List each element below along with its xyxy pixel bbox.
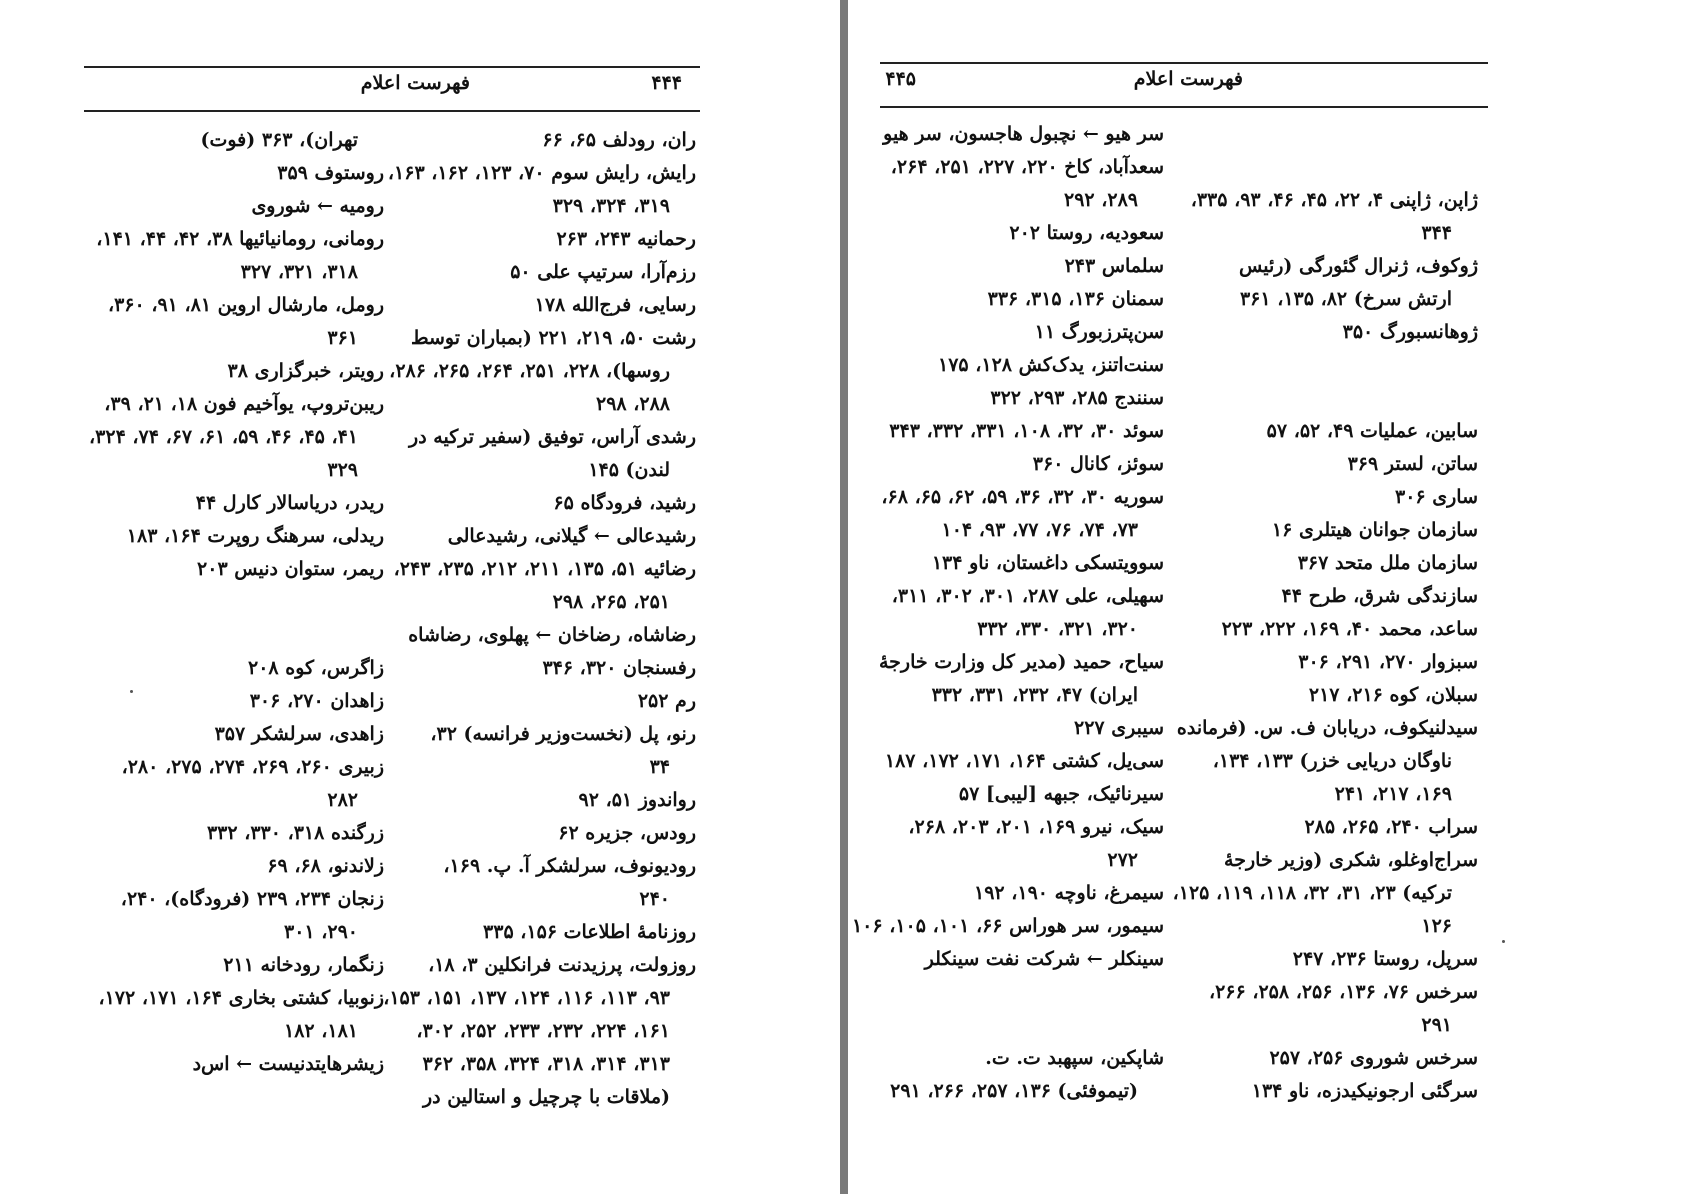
page-title: فهرست اعلام xyxy=(360,72,470,94)
index-entry-line: سازمان ملل متحد ۳۶۷ xyxy=(1297,552,1478,574)
page-number: ۴۴۵ xyxy=(885,68,916,90)
index-entry-line: رضاشاه، رضاخان ← پهلوی، رضاشاه xyxy=(408,624,696,646)
page-header xyxy=(84,66,700,110)
index-entry-line: ترکیه) ۲۳، ۳۱، ۳۲، ۱۱۸، ۱۱۹، ۱۲۵، xyxy=(1172,882,1452,904)
index-entry-line: سیک، نیرو ۱۶۹، ۲۰۱، ۲۰۳، ۲۶۸، xyxy=(908,816,1164,838)
left-book-page xyxy=(0,0,840,1194)
index-entry-line: سر هیو ← نچبول هاجسون، سر هیو xyxy=(883,123,1164,145)
index-entry-line: رفسنجان ۳۲۰، ۳۴۶ xyxy=(542,657,696,679)
index-entry-line: رومیه ← شوروی xyxy=(251,195,384,217)
index-entry-line: (ملاقات با چرچیل و استالین در xyxy=(422,1086,670,1108)
index-entry-line: ۲۹۰، ۳۰۱ xyxy=(284,921,358,943)
index-entry-line: ریمر، ستوان دنیس ۲۰۳ xyxy=(197,558,384,580)
index-entry-line: ۳۱۹، ۳۲۴، ۳۲۹ xyxy=(552,195,670,217)
index-entry-line: رنو، پل (نخست‌وزیر فرانسه) ۳۲، xyxy=(430,723,696,745)
scan-speck xyxy=(130,690,133,693)
index-entry-line: ۳۲۰، ۳۲۱، ۳۳۰، ۳۳۲ xyxy=(977,618,1138,640)
index-entry-line: (تیموفئی) ۱۳۶، ۲۵۷، ۲۶۶، ۲۹۱ xyxy=(890,1080,1138,1102)
index-entry-line: ۹۳، ۱۱۳، ۱۱۶، ۱۲۴، ۱۳۷، ۱۵۱، ۱۵۳، xyxy=(383,987,670,1009)
index-entry-line: سلماس ۲۴۳ xyxy=(1064,255,1164,277)
index-column-right xyxy=(1172,118,1478,1108)
index-entry-line: ساری ۳۰۶ xyxy=(1395,486,1478,508)
index-entry-line: سعدآباد، کاخ ۲۲۰، ۲۲۷، ۲۵۱، ۲۶۴، xyxy=(890,156,1164,178)
index-entry-line: ران، رودلف ۶۵، ۶۶ xyxy=(542,129,696,151)
index-entry-line: سازندگی شرق، طرح ۴۴ xyxy=(1281,585,1478,607)
index-entry-line: ۳۶۱ xyxy=(327,327,358,349)
section-gap xyxy=(1188,151,1478,184)
section-gap xyxy=(888,1009,1164,1042)
index-entry-line: سوریه ۳۰، ۳۲، ۳۶، ۵۹، ۶۲، ۶۵، ۶۸، xyxy=(881,486,1164,508)
index-entry-line: ۱۶۱، ۲۲۴، ۲۳۲، ۲۳۳، ۲۵۲، ۳۰۲، xyxy=(416,1020,670,1042)
index-entry-line: ۳۱۳، ۳۱۴، ۳۱۸، ۳۲۴، ۳۵۸، ۳۶۲ xyxy=(422,1053,670,1075)
page-header xyxy=(880,62,1488,106)
index-entry-line: رشیدعالی ← گیلانی، رشیدعالی xyxy=(447,525,696,547)
index-entry-line: ۲۴۰ xyxy=(639,888,670,910)
index-entry-line: ریدر، دریاسالار کارل ۴۴ xyxy=(195,492,384,514)
index-entry-line: روزنامهٔ اطلاعات ۱۵۶، ۳۳۵ xyxy=(483,921,696,943)
index-entry-line: رم ۲۵۲ xyxy=(637,690,696,712)
index-entry-line: زاهدان ۲۷۰، ۳۰۶ xyxy=(249,690,384,712)
index-entry-line: ۲۵۱، ۲۶۵، ۲۹۸ xyxy=(552,591,670,613)
index-entry-line: سرگئی ارجونیکیدزه، ناو ۱۳۴ xyxy=(1251,1080,1478,1102)
index-entry-line: سرخس ۷۶، ۱۳۶، ۲۵۶، ۲۵۸، ۲۶۶، xyxy=(1208,981,1478,1003)
index-entry-line: ۱۶۹، ۲۱۷، ۲۴۱ xyxy=(1334,783,1452,805)
index-entry-line: سی‌یل، کشتی ۱۶۴، ۱۷۱، ۱۷۲، ۱۸۷ xyxy=(884,750,1164,772)
index-entry-line: ۳۱۸، ۳۲۱، ۳۲۷ xyxy=(240,261,358,283)
index-entry-line: ژاپن، ژاپنی ۴، ۲۲، ۴۵، ۴۶، ۹۳، ۳۳۵، xyxy=(1190,189,1478,211)
index-entry-line: سوئد ۳۰، ۳۲، ۱۰۸، ۳۳۱، ۳۳۲، ۳۴۳ xyxy=(889,420,1164,442)
index-entry-line: رودس، جزیره ۶۲ xyxy=(558,822,696,844)
index-entry-line: سنندج ۲۸۵، ۲۹۳، ۳۲۲ xyxy=(990,387,1164,409)
index-entry-line: سیاح، حمید (مدیر کل وزارت خارجهٔ xyxy=(878,651,1164,673)
index-entry-line: زنگمار، رودخانه ۲۱۱ xyxy=(223,954,384,976)
index-entry-line: تهران)، ۳۶۳ (فوت) xyxy=(200,129,358,151)
index-column-right xyxy=(383,124,696,1114)
page-number: ۴۴۴ xyxy=(651,72,682,94)
index-entry-line: رسایی، فرج‌الله ۱۷۸ xyxy=(534,294,696,316)
index-entry-line: ۷۳، ۷۴، ۷۶، ۷۷، ۹۳، ۱۰۴ xyxy=(941,519,1138,541)
header-bottom-rule xyxy=(880,106,1488,108)
index-entry-line: رومانی، رومانیائیها ۳۸، ۴۲، ۴۴، ۱۴۱، xyxy=(96,228,384,250)
section-gap xyxy=(1188,349,1478,382)
index-entry-line: سیمرغ، ناوچه ۱۹۰، ۱۹۲ xyxy=(973,882,1164,904)
page-gutter xyxy=(840,0,848,1194)
index-entry-line: رواندوز ۵۱، ۹۲ xyxy=(578,789,696,811)
index-entry-line: سراب ۲۴۰، ۲۶۵، ۲۸۵ xyxy=(1304,816,1478,838)
index-entry-line: زلاندنو، ۶۸، ۶۹ xyxy=(267,855,384,877)
index-entry-line: سرخس شوروی ۲۵۶، ۲۵۷ xyxy=(1269,1047,1478,1069)
index-entry-line: ایران) ۴۷، ۲۳۲، ۳۳۱، ۳۳۲ xyxy=(931,684,1138,706)
index-entry-line: ارتش سرخ) ۸۲، ۱۳۵، ۳۶۱ xyxy=(1239,288,1452,310)
index-entry-line: روسها)، ۲۲۸، ۲۵۱، ۲۶۴، ۲۶۵، ۲۸۶، xyxy=(389,360,670,382)
index-entry-line: ژوهانسبورگ ۳۵۰ xyxy=(1342,321,1478,343)
section-gap xyxy=(84,586,384,619)
index-entry-line: ۲۷۲ xyxy=(1107,849,1138,871)
index-entry-line: رحمانیه ۲۴۳، ۲۶۳ xyxy=(556,228,696,250)
index-entry-line: سبزوار ۲۷۰، ۲۹۱، ۳۰۶ xyxy=(1298,651,1478,673)
index-entry-line: ۲۸۸، ۲۹۸ xyxy=(596,393,670,415)
index-entry-line: سبلان، کوه ۲۱۶، ۲۱۷ xyxy=(1308,684,1478,706)
index-entry-line: سوویتسکی داغستان، ناو ۱۳۴ xyxy=(931,552,1164,574)
index-entry-line: روزولت، پرزیدنت فرانکلین ۳، ۱۸، xyxy=(428,954,696,976)
page-title: فهرست اعلام xyxy=(1133,68,1243,90)
index-entry-line: رومل، مارشال اروین ۸۱، ۹۱، ۳۶۰، xyxy=(107,294,384,316)
index-entry-line: سرپل، روستا ۲۳۶، ۲۴۷ xyxy=(1292,948,1478,970)
section-gap xyxy=(84,619,384,652)
index-column-left xyxy=(84,124,384,1081)
index-entry-line: رشت ۵۰، ۲۱۹، ۲۲۱ (بمباران توسط xyxy=(410,327,696,349)
index-entry-line: سراج‌اوغلو، شکری (وزیر خارجهٔ xyxy=(1224,849,1478,871)
index-entry-line: ساتن، لستر ۳۶۹ xyxy=(1347,453,1478,475)
index-entry-line: زرگنده ۳۱۸، ۳۳۰، ۳۳۲ xyxy=(206,822,384,844)
index-entry-line: ۳۴ xyxy=(649,756,670,778)
index-entry-line: رودیونوف، سرلشکر آ. پ. ۱۶۹، xyxy=(443,855,696,877)
index-entry-line: رایش، رایش سوم ۷۰، ۱۲۳، ۱۶۲، ۱۶۳، xyxy=(387,162,696,184)
index-entry-line: سینکلر ← شرکت نفت سینکلر xyxy=(924,948,1164,970)
header-bottom-rule xyxy=(84,110,700,112)
index-entry-line: ۴۱، ۴۵، ۴۶، ۵۹، ۶۱، ۶۷، ۷۴، ۳۲۴، xyxy=(89,426,358,448)
index-entry-line: زنوبیا، کشتی بخاری ۱۶۴، ۱۷۱، ۱۷۲، xyxy=(98,987,384,1009)
index-entry-line: سن‌پترزبورگ ۱۱ xyxy=(1034,321,1164,343)
index-entry-line: رشید، فرودگاه ۶۵ xyxy=(553,492,696,514)
index-entry-line: ریبن‌تروپ، یوآخیم فون ۱۸، ۲۱، ۳۹، xyxy=(104,393,384,415)
index-entry-line: سابین، عملیات ۴۹، ۵۲، ۵۷ xyxy=(1266,420,1478,442)
index-entry-line: زنجان ۲۳۴، ۲۳۹ (فرودگاه)، ۲۴۰، xyxy=(120,888,384,910)
index-entry-line: شاپکین، سپهبد ت. ت. xyxy=(985,1047,1164,1069)
index-entry-line: سعودیه، روستا ۲۰۲ xyxy=(1009,222,1164,244)
section-gap xyxy=(888,976,1164,1009)
section-gap xyxy=(1188,382,1478,415)
index-entry-line: سیمور، سر هوراس ۶۶، ۱۰۱، ۱۰۵، ۱۰۶ xyxy=(851,915,1164,937)
section-gap xyxy=(1188,118,1478,151)
index-entry-line: ۲۸۲ xyxy=(327,789,358,811)
index-entry-line: ۲۹۱ xyxy=(1421,1014,1452,1036)
index-entry-line: سازمان جوانان هیتلری ۱۶ xyxy=(1271,519,1478,541)
index-entry-line: زاگرس، کوه ۲۰۸ xyxy=(248,657,384,679)
index-entry-line: ۱۲۶ xyxy=(1421,915,1452,937)
index-entry-line: ژوکوف، ژنرال گئورگی (رئیس xyxy=(1239,255,1478,277)
index-entry-line: سهیلی، علی ۲۸۷، ۳۰۱، ۳۰۲، ۳۱۱، xyxy=(891,585,1164,607)
index-entry-line: سوئز، کانال ۳۶۰ xyxy=(1032,453,1164,475)
scan-speck xyxy=(1502,940,1505,943)
index-entry-line: سنت‌اتنز، یدک‌کش ۱۲۸، ۱۷۵ xyxy=(938,354,1164,376)
index-entry-line: روستوف ۳۵۹ xyxy=(277,162,384,184)
index-entry-line: ۱۸۱، ۱۸۲ xyxy=(284,1020,358,1042)
index-entry-line: لندن) ۱۴۵ xyxy=(588,459,670,481)
index-entry-line: سمنان ۱۳۶، ۳۱۵، ۳۳۶ xyxy=(987,288,1164,310)
index-entry-line: رشدی آراس، توفیق (سفیر ترکیه در xyxy=(409,426,696,448)
index-entry-line: رزم‌آرا، سرتیپ علی ۵۰ xyxy=(510,261,696,283)
index-entry-line: ناوگان دریایی خزر) ۱۳۳، ۱۳۴، xyxy=(1212,750,1452,772)
right-book-page xyxy=(848,0,1690,1194)
index-entry-line: زیشرهایتدنیست ← اس‌د xyxy=(192,1053,384,1075)
index-entry-line: زبیری ۲۶۰، ۲۶۹، ۲۷۴، ۲۷۵، ۲۸۰، xyxy=(121,756,384,778)
index-entry-line: سیبری ۲۲۷ xyxy=(1074,717,1164,739)
index-entry-line: سیرنائیک، جبهه [لیبی] ۵۷ xyxy=(958,783,1164,805)
index-entry-line: رضائیه ۵۱، ۱۳۵، ۲۱۱، ۲۱۲، ۲۳۵، ۲۴۳، xyxy=(393,558,696,580)
index-entry-line: ۳۴۴ xyxy=(1421,222,1452,244)
index-entry-line: سیدلنیکوف، دریابان ف. س. (فرمانده xyxy=(1176,717,1478,739)
index-entry-line: ۲۸۹، ۲۹۲ xyxy=(1064,189,1138,211)
index-entry-line: ریدلی، سرهنگ روپرت ۱۶۴، ۱۸۳ xyxy=(126,525,384,547)
index-entry-line: ۳۲۹ xyxy=(327,459,358,481)
index-entry-line: ساعد، محمد ۴۰، ۱۶۹، ۲۲۲، ۲۲۳ xyxy=(1221,618,1478,640)
index-column-left xyxy=(851,118,1164,1108)
index-entry-line: زاهدی، سرلشکر ۳۵۷ xyxy=(214,723,384,745)
index-entry-line: رویتر، خبرگزاری ۳۸ xyxy=(227,360,384,382)
